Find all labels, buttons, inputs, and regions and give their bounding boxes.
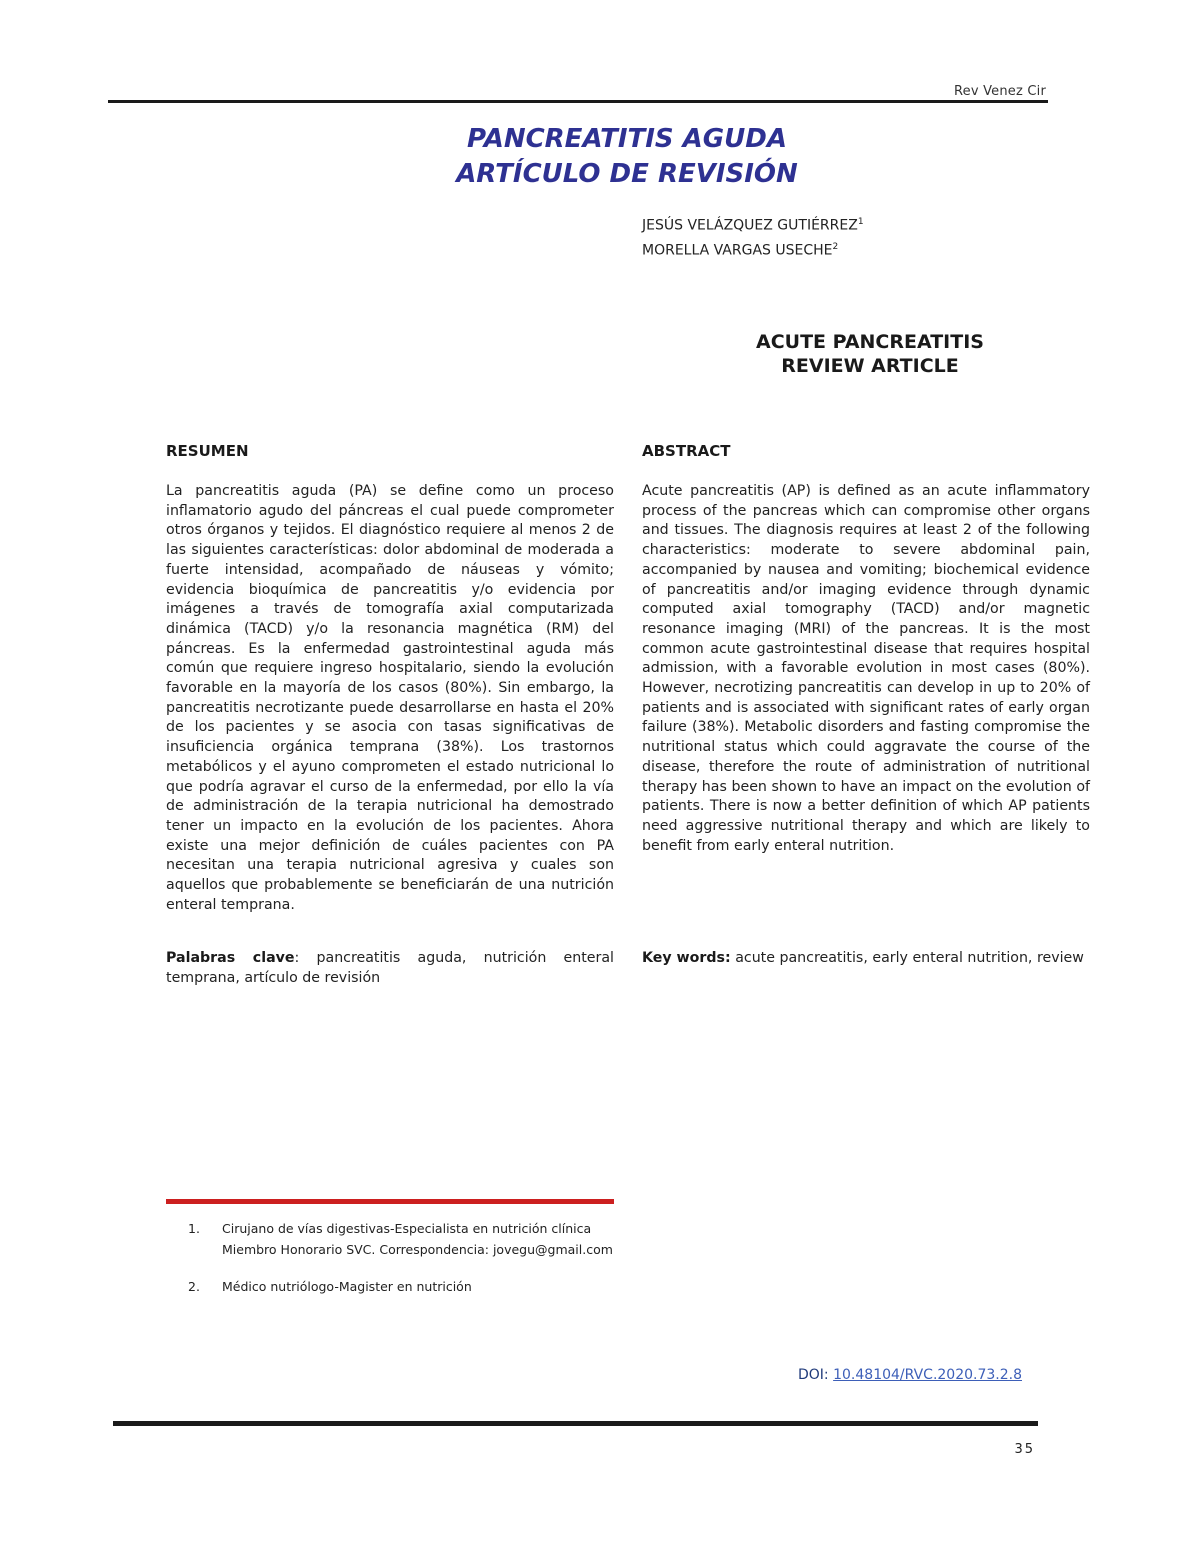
english-title-line-2: REVIEW ARTICLE [781,355,959,377]
page-number: 35 [1014,1442,1035,1457]
footnote-2: 2. Médico nutriólogo-Magister en nutrición [188,1279,472,1294]
title-line-2: ARTÍCULO DE REVISIÓN [456,159,798,189]
journal-name: Rev Venez Cir [954,84,1046,99]
keywords-es-label: Palabras clave [166,950,295,966]
keywords-es [166,948,614,988]
keywords-en [642,948,1102,968]
footnote-rule [166,1199,614,1204]
article-title [0,122,1200,192]
english-title-line-1: ACUTE PANCREATITIS [756,331,984,353]
resumen-heading: RESUMEN [166,442,249,460]
doi-link[interactable]: 10.48104/RVC.2020.73.2.8 [833,1367,1022,1383]
doi-label: DOI: [798,1367,834,1383]
footnote-1-line-2: Miembro Honorario SVC. Correspondencia: jovegu@gmail.com [222,1242,613,1257]
footnote-1: 1. Cirujano de vías digestivas-Especialista en nutrición clínica [188,1221,592,1236]
author-2: MORELLA VARGAS USECHE$^2$ [642,241,839,259]
resumen-text: La pancreatitis aguda (PA) se define como un proceso inflamatorio agudo del páncreas el cual puede comprometer otros órganos y tejidos. El diagnóstico requiere al menos 2 de las siguientes características: dolor abdominal de moderada a fuerte intensidad, acompañado de náuseas y vómito; evidencia bioquímica de pancreatitis y/o evidencia por imágenes a través de tomografía axial computarizada dinámica (TACD) y/o la resonancia magnética (RM) del páncreas. Es la enfermedad gastrointestinal aguda más común que requiere ingreso hospitalario, siendo la evolución favorable en la mayoría de los casos (80%). Sin embargo, la pancreatitis necrotizante puede desarrollarse en hasta el 20% de los pacientes y se asocia con tasas significativas de insuficiencia orgánica temprana (38%). Los trastornos metabólicos y el ayuno comprometen el estado nutricional lo que podría agravar el curso de la enfermedad, por ello la vía de administración de la terapia nutricional ha demostrado tener un impacto en la evolución de los pacientes. Ahora existe una mejor definición de cuáles pacientes con PA necesitan una terapia nutricional agresiva y cuales son aquellos que probablemente se beneficiarán de una nutrición enteral temprana. [166,483,614,913]
abstract-heading: ABSTRACT [642,442,731,460]
abstract-text: Acute pancreatitis (AP) is defined as an acute inflammatory process of the pancreas which can compromise other organs and tissues. The diagnosis requires at least 2 of the following characteristics: moderate to severe abdominal pain, accompanied by nausea and vomiting; biochemical evidence of pancreatitis and/or imaging evidence through dynamic computed axial tomography (TACD) and/or magnetic resonance imaging (MRI) of the pancreas. It is the most common acute gastrointestinal disease that requires hospital admission, with a favorable evolution in most cases (80%). However, necrotizing pancreatitis can develop in up to 20% of patients and is associated with significant rates of early organ failure (38%). Metabolic disorders and fasting compromise the nutritional status which could aggravate the course of the disease, therefore the route of administration of nutritional therapy has been shown to have an impact on the evolution of patients. There is now a better definition of which AP patients need aggressive nutritional therapy and which are likely to benefit from early enteral nutrition. [642,483,1090,854]
author-list [642,212,864,261]
keywords-es-text: : pancreatitis aguda, nutrición enteral temprana, artículo de revisión [166,950,614,986]
english-title [690,330,1050,378]
header-rule [108,100,1048,103]
keywords-en-label: Key words: [642,950,731,966]
keywords-en-text: acute pancreatitis, early enteral nutrition, review [730,950,1084,966]
doi [798,1367,1022,1383]
title-line-1: PANCREATITIS AGUDA [467,124,787,154]
author-1: JESÚS VELÁZQUEZ GUTIÉRREZ$^1$ [642,217,864,234]
footer-rule [113,1421,1038,1426]
